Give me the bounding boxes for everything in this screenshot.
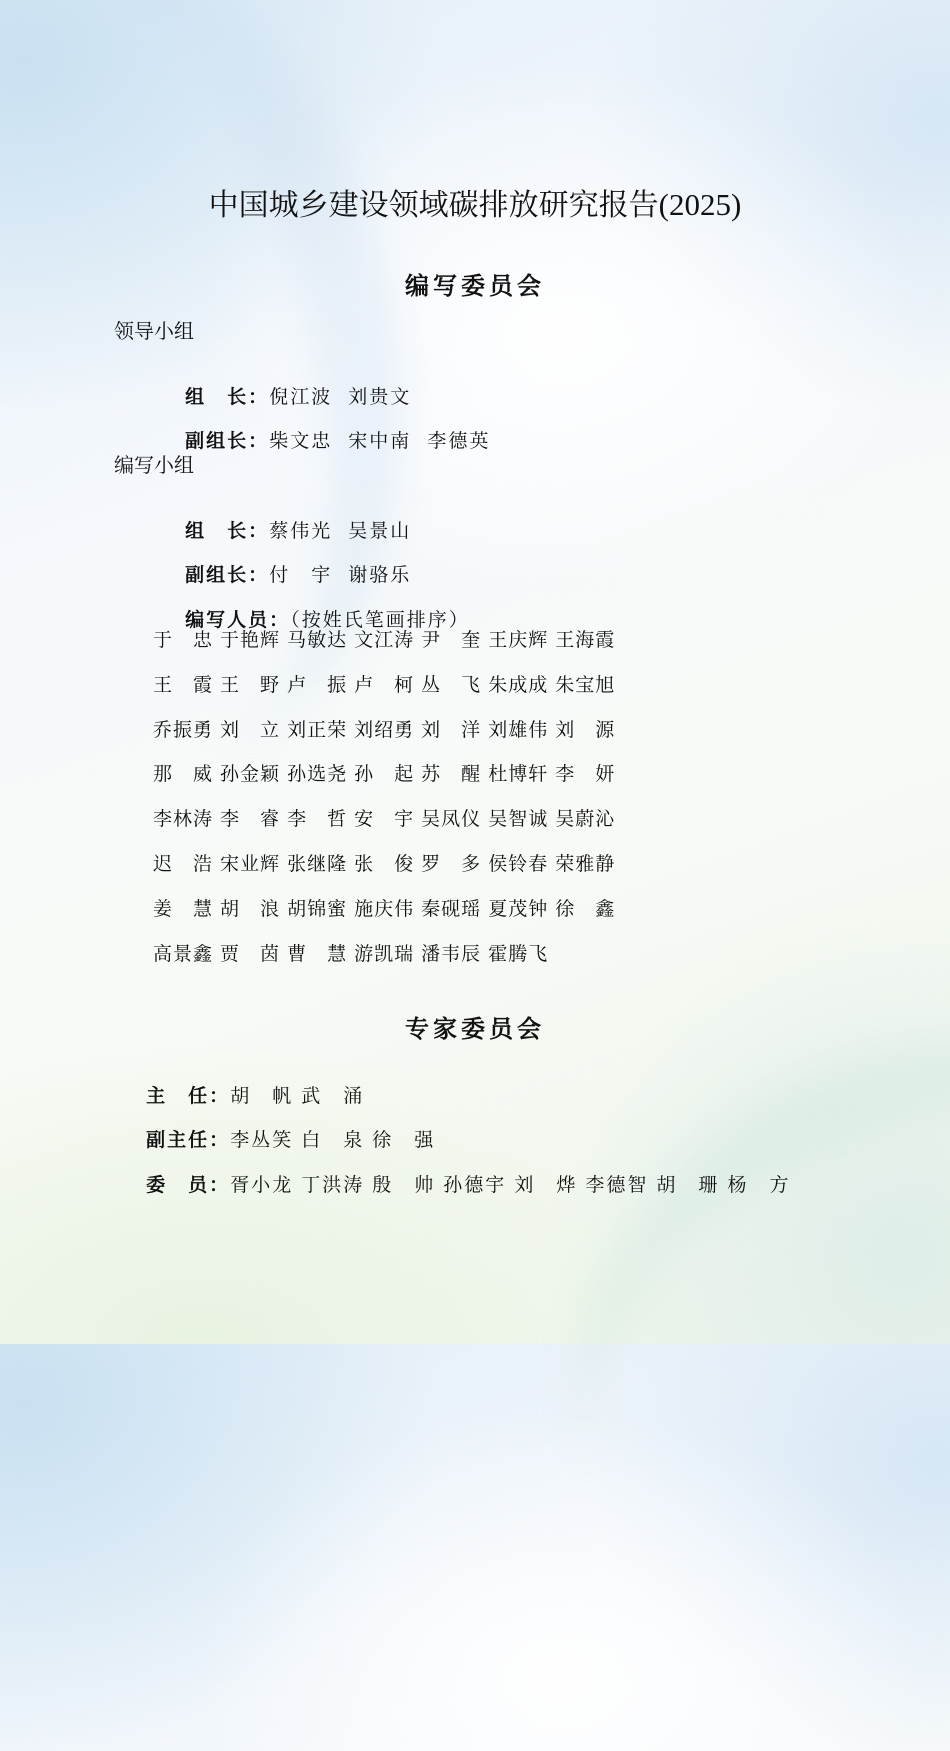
deputy-label: 副组长：: [185, 430, 270, 452]
leader-label: 组 长：: [185, 520, 270, 542]
director-label: 主 任：: [146, 1085, 231, 1107]
members-list-row: 迟 浩 宋业辉 张继隆 张 俊 罗 多 侯铃春 荣雅静: [153, 852, 616, 875]
deputy-names: 付 宇 谢骆乐: [269, 564, 412, 586]
members-list-row: 高景鑫 贾 茵 曹 慧 游凯瑞 潘韦辰 霍腾飞: [153, 942, 549, 965]
deputy-label: 副组长：: [185, 564, 270, 586]
members-list-row: 于 忠 于艳辉 马敏达 文江涛 尹 奎 王庆辉 王海霞: [153, 629, 616, 651]
leader-names: 蔡伟光 吴景山: [269, 520, 412, 542]
leader-label: 组 长：: [185, 386, 270, 408]
members-label: 编写人员：: [185, 609, 291, 631]
members-list-row: 王 霞 王 野 卢 振 卢 柯 丛 飞 朱成成 朱宝旭: [153, 673, 616, 696]
members-list-row: 乔振勇 刘 立 刘正荣 刘绍勇 刘 洋 刘雄伟 刘 源: [153, 718, 616, 741]
deputy-director-names: 李丛笑 白 泉 徐 强: [230, 1129, 436, 1151]
members-list: [153, 626, 683, 984]
expert-members-row: [114, 1148, 790, 1219]
leader-names: 倪江波 刘贵文: [269, 386, 412, 408]
writing-committee-heading: 编写委员会: [405, 271, 545, 300]
committee-members-label: 委 员：: [146, 1174, 231, 1196]
report-title-text: 中国城乡建设领域碳排放研究报告: [208, 188, 659, 223]
leadership-group-heading: 领导小组: [114, 319, 194, 343]
director-names: 胡 帆 武 涌: [230, 1085, 365, 1107]
deputy-names: 柴文忠 宋中南 李德英: [269, 430, 491, 452]
deputy-director-label: 副主任：: [146, 1129, 231, 1151]
committee-members-names: 胥小龙 丁洪涛 殷 帅 孙德宇 刘 烨 李德智 胡 珊 杨 方: [230, 1174, 791, 1196]
members-list-row: 姜 慧 胡 浪 胡锦蜜 施庆伟 秦砚瑶 夏茂钟 徐 鑫: [153, 897, 616, 920]
report-title: [0, 180, 950, 224]
leadership-deputy-row: [153, 404, 490, 475]
members-list-row: 李林涛 李 睿 李 哲 安 宇 吴凤仪 吴智诚 吴蔚沁: [153, 808, 616, 831]
writing-group-heading: 编写小组: [114, 453, 194, 477]
members-note: （按姓氏笔画排序）: [290, 609, 470, 631]
expert-committee-heading: 专家委员会: [405, 1014, 545, 1043]
report-title-year: (2025): [658, 187, 742, 222]
members-list-row: 那 威 孙金颖 孙选尧 孙 起 苏 醒 杜博轩 李 妍: [153, 763, 616, 786]
